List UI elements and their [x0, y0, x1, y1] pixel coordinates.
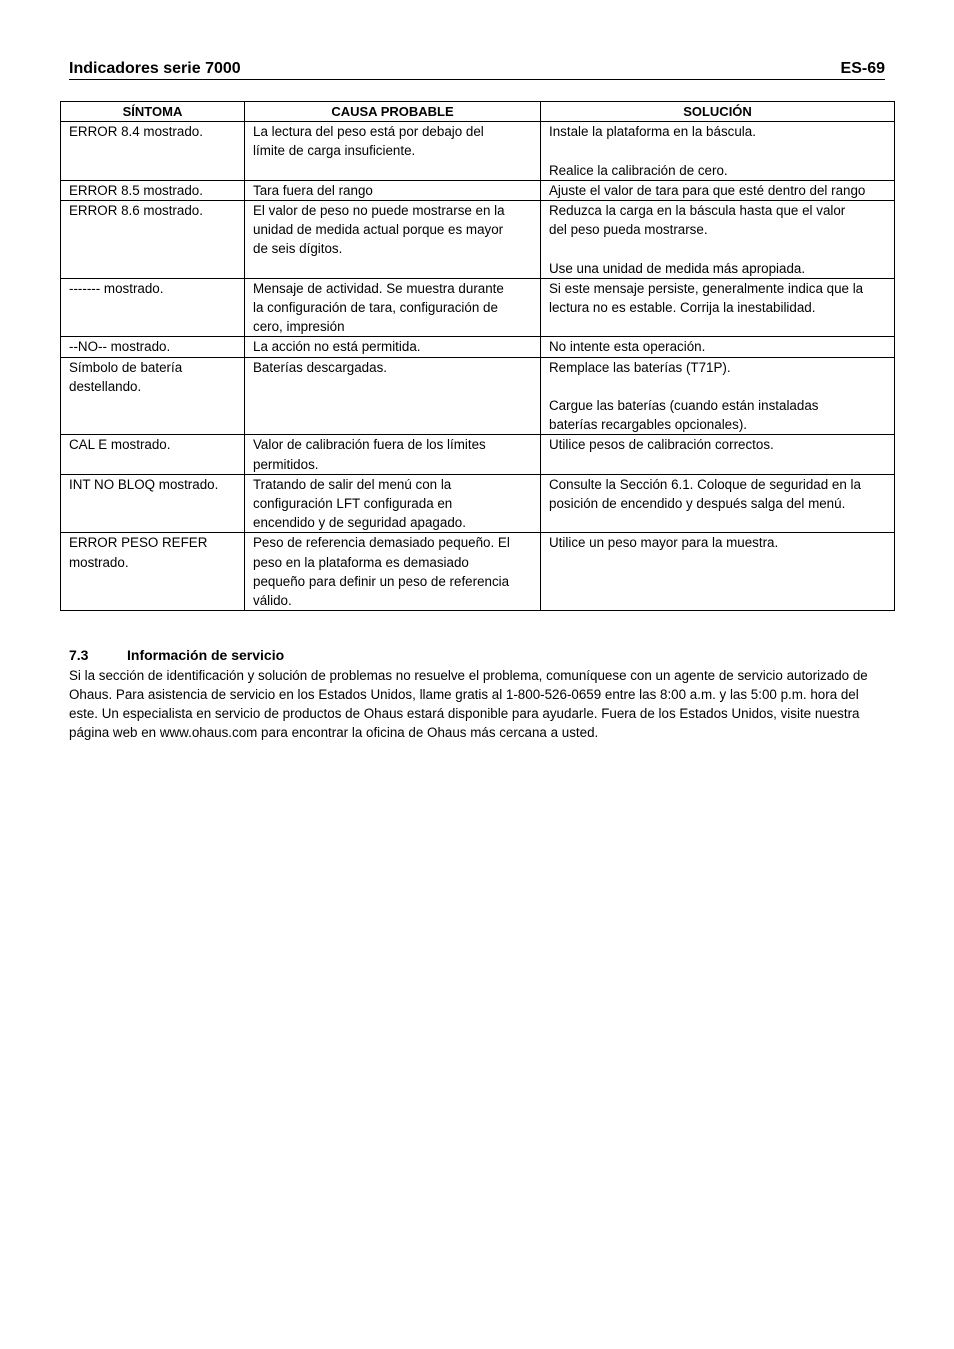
table-row: [61, 278, 895, 337]
table-row: [61, 180, 895, 200]
cause-cell: Valor de calibración fuera de los límites permitidos.: [245, 435, 541, 474]
cause-cell: Tratando de salir del menú con la configuración LFT configurada en encendido y de seguridad apagado.: [245, 474, 541, 533]
section-title: Información de servicio: [127, 647, 285, 663]
solution-cell: Utilice un peso mayor para la muestra.: [541, 533, 895, 611]
solution-cell: No intente esta operación.: [541, 337, 895, 357]
solution-cell: Utilice pesos de calibración correctos.: [541, 435, 895, 474]
symptom-cell: ERROR 8.6 mostrado.: [61, 201, 245, 279]
table-row: [61, 435, 895, 474]
solution-cell: Consulte la Sección 6.1. Coloque de seguridad en la posición de encendido y después salga del menú.: [541, 474, 895, 533]
page-number: ES-69: [840, 60, 885, 77]
symptom-cell: INT NO BLOQ mostrado.: [61, 474, 245, 533]
section-number: 7.3: [69, 647, 89, 663]
symptom-cell: ERROR 8.4 mostrado.: [61, 122, 245, 181]
column-header-solution: SOLUCIÓN: [541, 102, 895, 122]
section-body: Si la sección de identificación y solución de problemas no resuelve el problema, comuníquese con un agente de servicio autorizado de Ohaus. Para asistencia de servicio en los Estados Unidos, llame gratis al 1-800-526-0659 entre las 8:00 a.m. y las 5:00 p.m. hora del este. Un especialista en servicio de productos de Ohaus estará disponible para ayudarle. Fuera de los Estados Unidos, visite nuestra página web en www.ohaus.com para encontrar la oficina de Ohaus más cercana a usted.: [69, 668, 868, 740]
column-header-cause: CAUSA PROBABLE: [245, 102, 541, 122]
cause-cell: Baterías descargadas.: [245, 357, 541, 435]
cause-cell: El valor de peso no puede mostrarse en la unidad de medida actual porque es mayor de seis dígitos.: [245, 201, 541, 279]
symptom-cell: Símbolo de batería destellando.: [61, 357, 245, 435]
table-row: [61, 533, 895, 611]
cause-cell: Mensaje de actividad. Se muestra durante la configuración de tara, configuración de cero, impresión: [245, 278, 541, 337]
symptom-cell: ------- mostrado.: [61, 278, 245, 337]
table-row: [61, 201, 895, 279]
solution-cell: Reduzca la carga en la báscula hasta que el valor del peso pueda mostrarse. Use una unidad de medida más apropiada.: [541, 201, 895, 279]
table-row: [61, 357, 895, 435]
solution-cell: Si este mensaje persiste, generalmente indica que la lectura no es estable. Corrija la inestabilidad.: [541, 278, 895, 337]
symptom-cell: ERROR PESO REFER mostrado.: [61, 533, 245, 611]
table-header-row: [61, 102, 895, 122]
document-title: Indicadores serie 7000: [69, 60, 241, 77]
table-row: [61, 337, 895, 357]
symptom-cell: CAL E mostrado.: [61, 435, 245, 474]
cause-cell: Peso de referencia demasiado pequeño. El peso en la plataforma es demasiado pequeño para definir un peso de referencia válido.: [245, 533, 541, 611]
page-header: [69, 59, 885, 80]
column-header-symptom: SÍNTOMA: [61, 102, 245, 122]
table-row: [61, 122, 895, 181]
solution-cell: Ajuste el valor de tara para que esté dentro del rango: [541, 180, 895, 200]
table-row: [61, 474, 895, 533]
cause-cell: La lectura del peso está por debajo del límite de carga insuficiente.: [245, 122, 541, 181]
solution-cell: Remplace las baterías (T71P). Cargue las baterías (cuando están instaladas baterías recargables opcionales).: [541, 357, 895, 435]
cause-cell: La acción no está permitida.: [245, 337, 541, 357]
section-heading: [69, 647, 889, 666]
solution-cell: Instale la plataforma en la báscula. Realice la calibración de cero.: [541, 122, 895, 181]
symptom-cell: ERROR 8.5 mostrado.: [61, 180, 245, 200]
symptom-cell: --NO-- mostrado.: [61, 337, 245, 357]
troubleshooting-table: [60, 101, 895, 611]
cause-cell: Tara fuera del rango: [245, 180, 541, 200]
service-information-section: [69, 647, 889, 742]
